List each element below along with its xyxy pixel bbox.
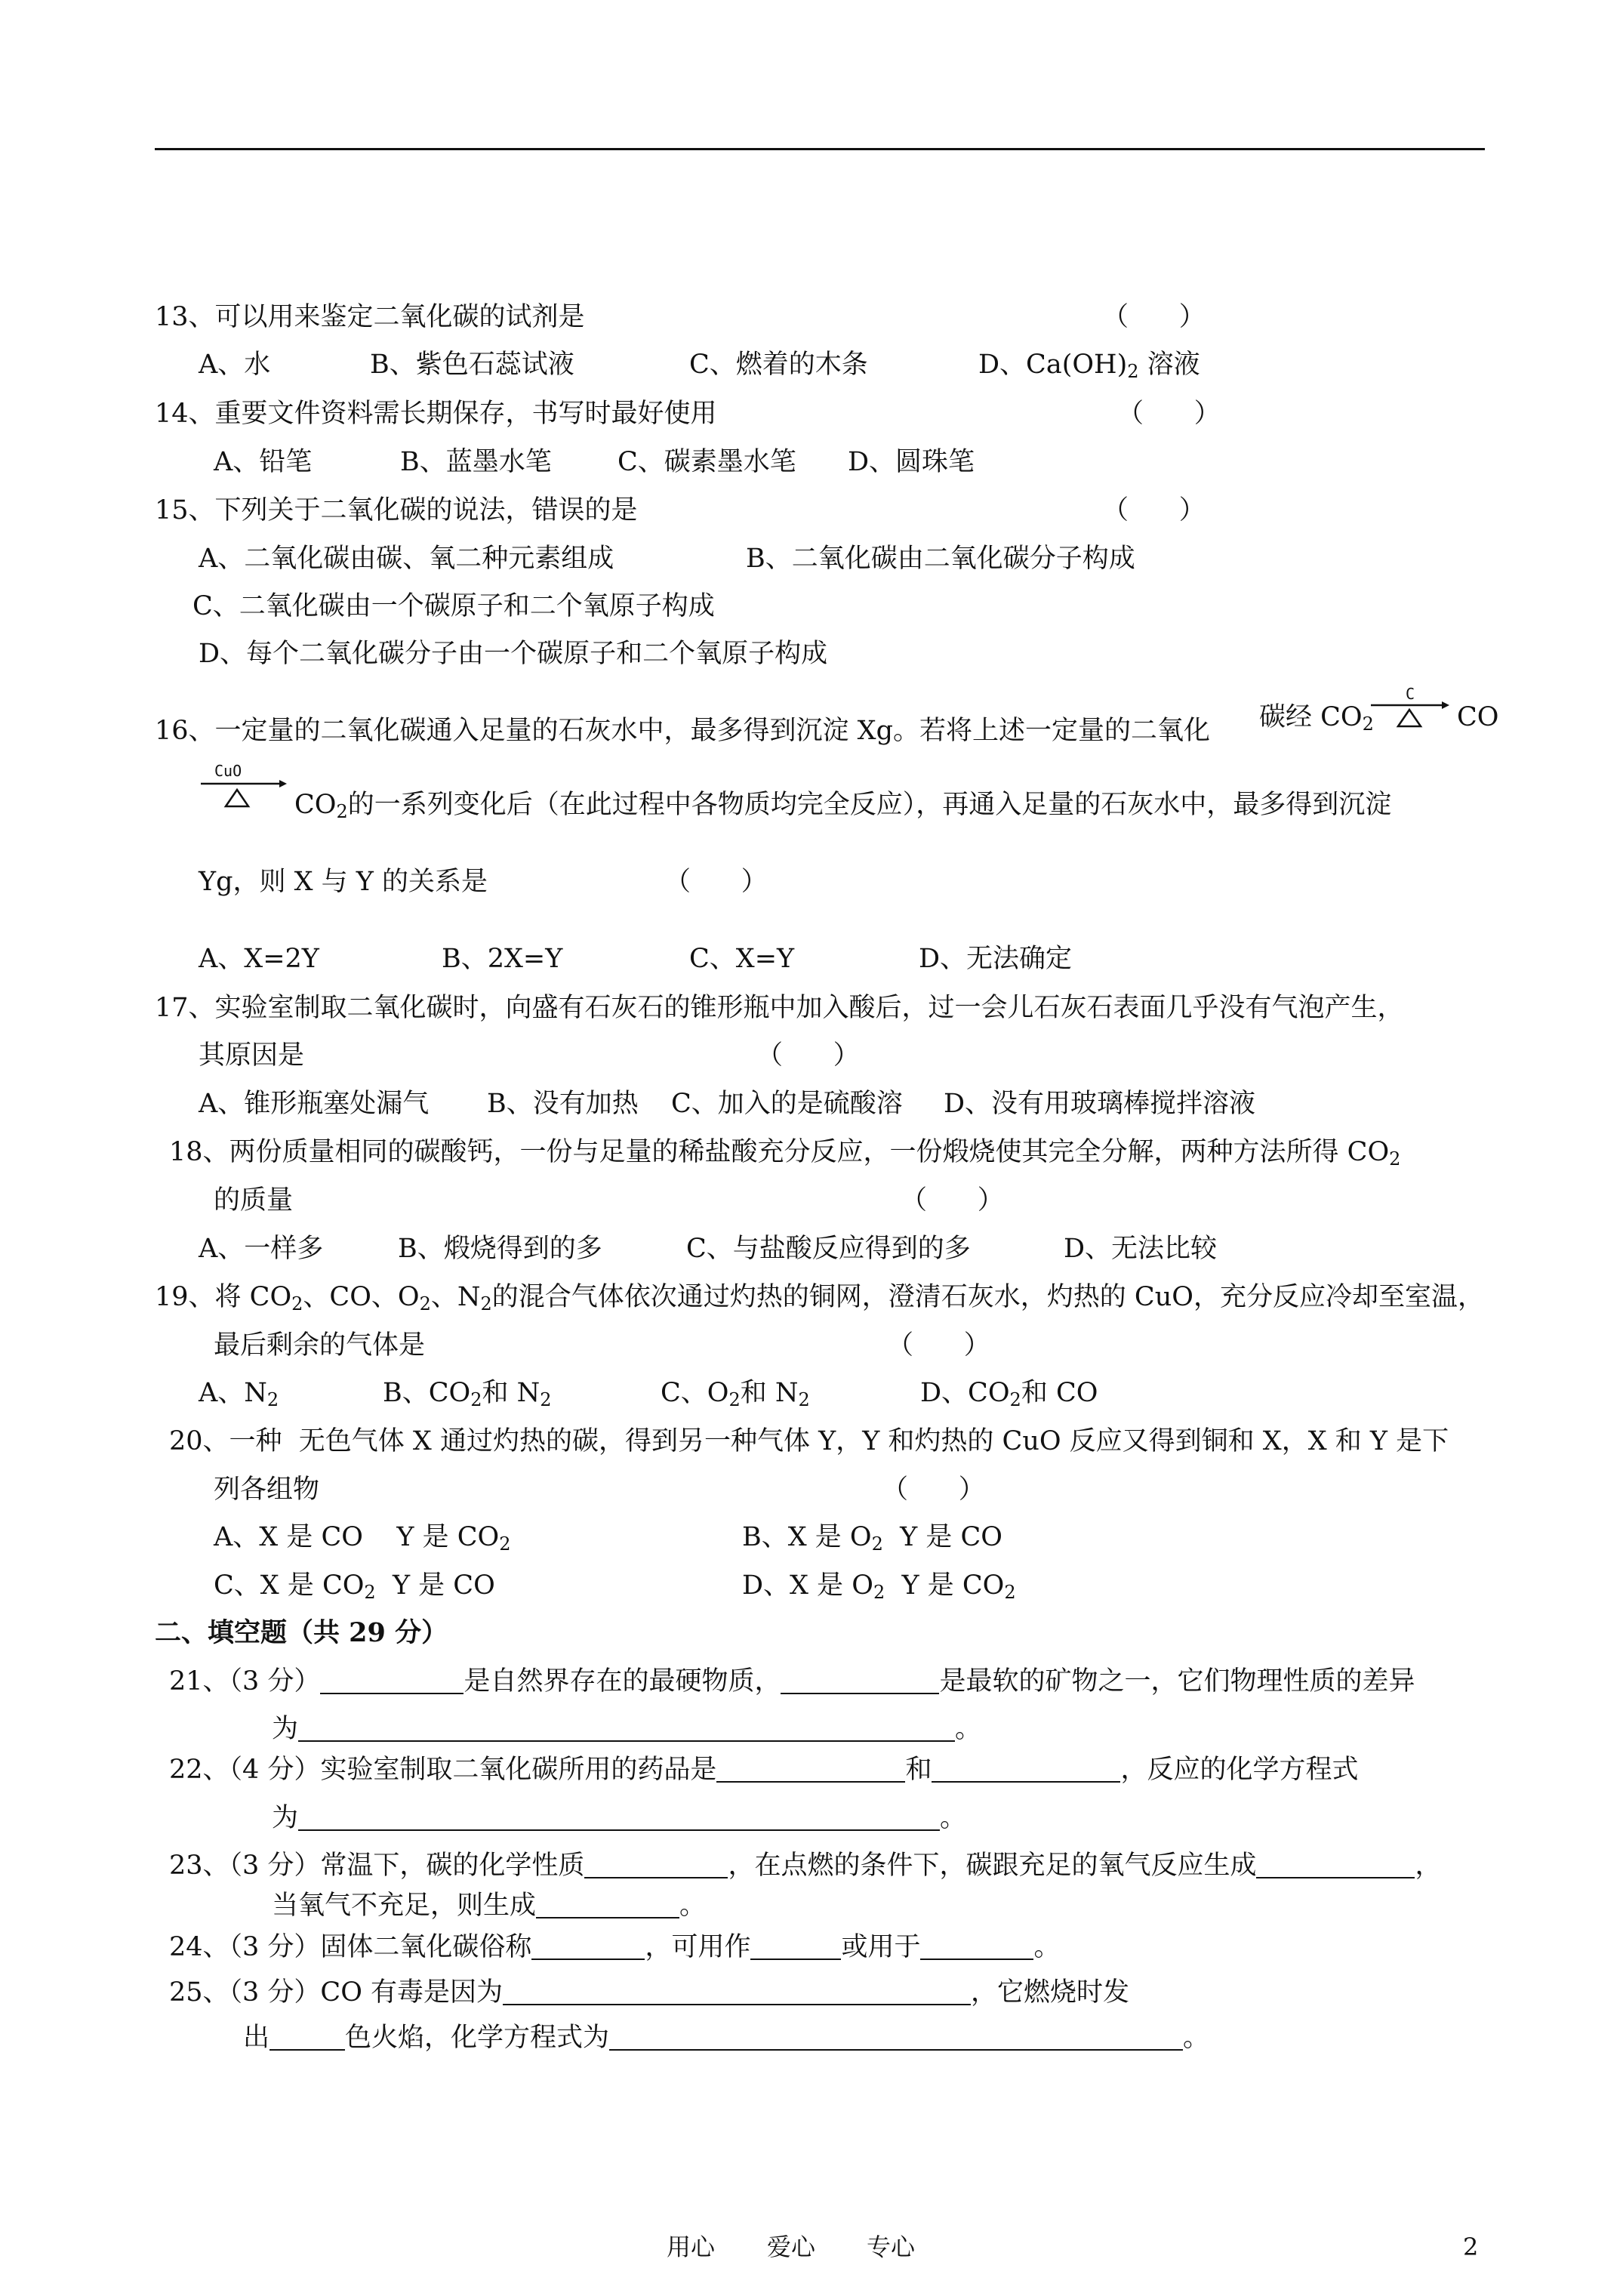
blank-21-3[interactable] — [298, 1716, 955, 1742]
q20-option-b: B、X 是 $O_2$ Y 是 CO — [742, 1522, 1002, 1555]
question-23-line-2: 当氧气不充足，则生成 。 — [272, 1891, 707, 1921]
answer-paren-14: （ ） — [1117, 399, 1221, 429]
question-14: 14、重要文件资料需长期保存，书写时最好使用 — [155, 399, 717, 429]
q18-option-d: D、无法比较 — [1064, 1234, 1218, 1264]
question-17-line-2: 其原因是 — [199, 1040, 305, 1071]
q18-option-a: A、一样多 — [199, 1234, 324, 1264]
q16-co: CO — [1457, 702, 1499, 732]
question-15: 15、下列关于二氧化碳的说法，错误的是 — [155, 495, 638, 525]
q15-option-d: D、每个二氧化碳分子由一个碳原子和二个氧原子构成 — [199, 639, 828, 669]
c-label: C — [1406, 686, 1415, 703]
footer-text-left: 用心 — [667, 2233, 716, 2261]
section-title-fill-in: 二、填空题（共 29 分） — [155, 1617, 448, 1648]
blank-24-2[interactable] — [750, 1934, 841, 1960]
question-22-line-2: 为 。 — [272, 1803, 967, 1833]
blank-25-2[interactable] — [269, 2025, 345, 2051]
blank-24-1[interactable] — [531, 1934, 645, 1960]
blank-21-2[interactable] — [781, 1669, 939, 1694]
q16-option-b: B、2X=Y — [442, 944, 563, 974]
q20-option-c: C、X 是 $CO_2$ Y 是 CO — [214, 1570, 495, 1603]
q14-option-d: D、圆珠笔 — [848, 447, 975, 477]
q16-option-c: C、X=Y — [689, 944, 795, 974]
blank-25-1[interactable] — [503, 1980, 971, 2005]
page-number: 2 — [1463, 2233, 1479, 2261]
q17-option-b: B、没有加热 — [487, 1089, 639, 1119]
question-21-line-2: 为 。 — [272, 1714, 982, 1744]
blank-22-1[interactable] — [716, 1757, 905, 1783]
q13-option-d: D、$Ca(OH)_2$ 溶液 — [978, 350, 1200, 382]
q14-option-a: A、铅笔 — [214, 447, 313, 477]
question-13: 13、可以用来鉴定二氧化碳的试剂是 — [155, 302, 585, 332]
q19-option-b: B、$CO_2$和 $N_2$ — [383, 1378, 552, 1410]
question-25-line-2: 出 色火焰，化学方程式为 。 — [243, 2023, 1210, 2053]
q16-option-a: A、X=2Y — [199, 944, 319, 974]
q13-option-a: A、水 — [199, 350, 271, 380]
q16-option-d: D、无法确定 — [919, 944, 1073, 974]
question-25-line-1: 25、（3 分）CO 有毒是因为 ，它燃烧时发 — [169, 1977, 1130, 2008]
q13-option-c: C、燃着的木条 — [689, 350, 868, 380]
question-18-line-1: 18、两份质量相同的碳酸钙，一份与足量的稀盐酸充分反应，一份煅烧使其完全分解，两种方法所得 $CO_2$ — [169, 1137, 1401, 1170]
q15-option-b: B、二氧化碳由二氧化碳分子构成 — [746, 544, 1135, 574]
q13-option-b: B、紫色石蕊试液 — [370, 350, 574, 380]
question-16-line-2: $CO_2$的一系列变化后（在此过程中各物质均完全反应），再通入足量的石灰水中，最多得到沉淀 — [294, 790, 1392, 822]
question-19-line-1: 19、将 $CO_2$、CO、$O_2$、$N_2$的混合气体依次通过灼热的铜网，澄清石灰水，灼热的 CuO，充分反应冷却至室温， — [155, 1282, 1484, 1314]
question-20-line-1: 20、一种 无色气体 X 通过灼热的碳，得到另一种气体 Y，Y 和灼热的 CuO 反应又得到铜和 X，X 和 Y 是下 — [169, 1426, 1449, 1456]
q18-option-b: B、煅烧得到的多 — [398, 1234, 602, 1264]
reaction-arrow-c-icon — [1368, 686, 1451, 731]
q16-carbon-path: 碳经 $CO_2$ — [1259, 702, 1374, 735]
blank-21-1[interactable] — [320, 1669, 463, 1694]
answer-paren-17: （ ） — [756, 1040, 860, 1071]
q17-option-c: C、加入的是硫酸溶 — [671, 1089, 903, 1119]
header-rule — [155, 148, 1485, 150]
q19-option-c: C、$O_2$和 $N_2$ — [661, 1378, 810, 1410]
blank-23-2[interactable] — [1256, 1853, 1415, 1878]
q17-option-a: A、锥形瓶塞处漏气 — [199, 1089, 430, 1119]
q15-option-a: A、二氧化碳由碳、氧二种元素组成 — [199, 544, 614, 574]
question-21-line-1: 21、（3 分） 是自然界存在的最硬物质， 是最软的矿物之一，它们物理性质的差异 — [169, 1666, 1415, 1697]
question-23-line-1: 23、（3 分）常温下，碳的化学性质 ，在点燃的条件下，碳跟充足的氧气反应生成 ， — [169, 1851, 1442, 1881]
q17-option-d: D、没有用玻璃棒搅拌溶液 — [944, 1089, 1256, 1119]
q14-option-b: B、蓝墨水笔 — [400, 447, 552, 477]
answer-paren-20: （ ） — [882, 1475, 985, 1505]
question-17-line-1: 17、实验室制取二氧化碳时，向盛有石灰石的锥形瓶中加入酸后，过一会儿石灰石表面几乎没有气泡产生， — [155, 993, 1404, 1023]
q15-option-c: C、二氧化碳由一个碳原子和二个氧原子构成 — [192, 591, 715, 621]
blank-23-1[interactable] — [584, 1853, 728, 1878]
question-16-line-3: Yg，则 X 与 Y 的关系是 — [199, 867, 488, 897]
question-24: 24、（3 分）固体二氧化碳俗称 ，可用作 或用于 。 — [169, 1932, 1061, 1962]
answer-paren-15: （ ） — [1102, 495, 1206, 525]
question-18-line-2: 的质量 — [214, 1185, 294, 1216]
q20-option-a: A、X 是 CO Y 是 $CO_2$ — [214, 1522, 511, 1555]
blank-22-3[interactable] — [298, 1805, 940, 1831]
q18-option-c: C、与盐酸反应得到的多 — [686, 1234, 971, 1264]
question-16-line-1: 16、一定量的二氧化碳通入足量的石灰水中，最多得到沉淀 Xg。若将上述一定量的二氧化 — [155, 716, 1210, 746]
q19-option-d: D、$CO_2$和 CO — [920, 1378, 1098, 1410]
q14-option-c: C、碳素墨水笔 — [617, 447, 796, 477]
answer-paren-13: （ ） — [1102, 302, 1206, 332]
q20-option-d: D、X 是 $O_2$ Y 是 $CO_2$ — [742, 1570, 1016, 1603]
reaction-arrow-cuo-icon — [198, 763, 288, 811]
blank-24-3[interactable] — [920, 1934, 1033, 1960]
blank-25-3[interactable] — [609, 2025, 1183, 2051]
question-20-line-2: 列各组物 — [214, 1475, 320, 1505]
answer-paren-19: （ ） — [887, 1330, 990, 1361]
blank-22-2[interactable] — [932, 1757, 1120, 1783]
q19-option-a: A、$N_2$ — [199, 1378, 279, 1410]
question-19-line-2: 最后剩余的气体是 — [214, 1330, 426, 1361]
answer-paren-18: （ ） — [901, 1185, 1004, 1216]
answer-paren-16: （ ） — [664, 867, 768, 897]
question-22-line-1: 22、（4 分）实验室制取二氧化碳所用的药品是 和 ，反应的化学方程式 — [169, 1755, 1359, 1785]
footer-text-mid: 爱心 — [767, 2233, 816, 2261]
blank-23-3[interactable] — [536, 1893, 679, 1918]
cuo-label: CuO — [214, 763, 242, 780]
footer-text-right: 专心 — [867, 2233, 916, 2261]
